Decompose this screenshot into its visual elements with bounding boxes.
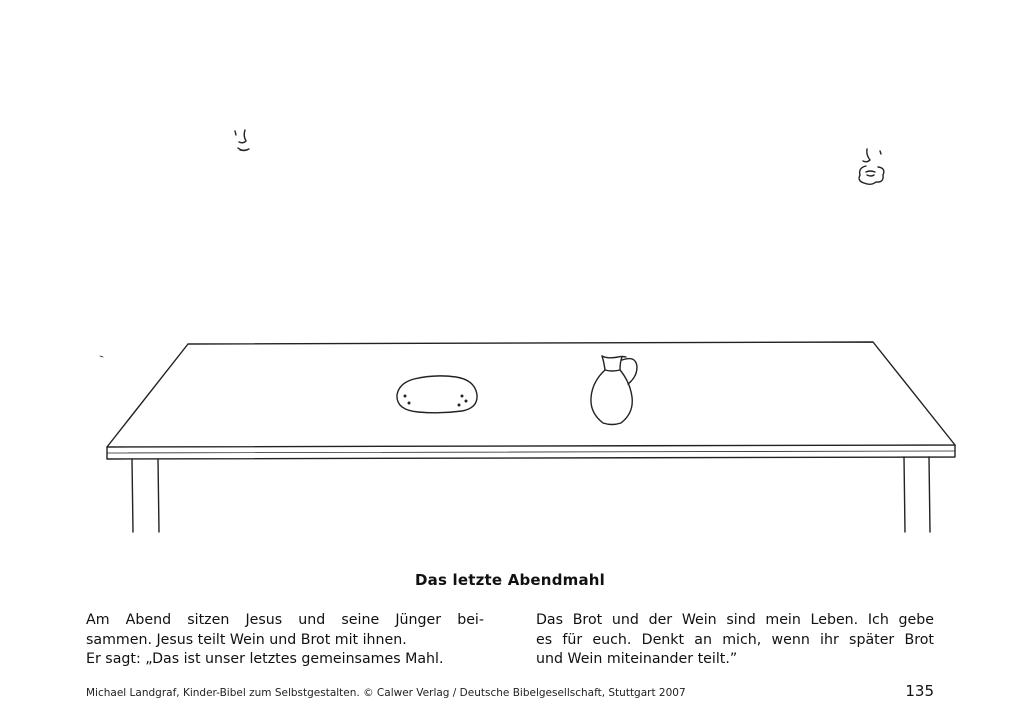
- text-line: Er sagt: „Das ist unser letztes gemeinsames Mahl.: [86, 651, 444, 667]
- page-title: Das letzte Abendmahl: [414, 571, 605, 589]
- footer-credit: Michael Landgraf, Kinder-Bibel zum Selbstgestalten. © Calwer Verlag / Deutsche Bibelgesellschaft, Stuttgart 2007: [86, 687, 686, 699]
- text-line: es für euch. Denkt an mich, wenn ihr später Brot: [536, 631, 934, 648]
- page-number: 135: [905, 682, 934, 700]
- text-line: Am Abend sitzen Jesus und seine Jünger bei-: [86, 612, 484, 628]
- text-line: sammen. Jesus teilt Wein und Brot mit ihnen.: [86, 631, 407, 648]
- text-column-right: [536, 611, 934, 670]
- bread-drawing: [397, 376, 477, 413]
- text-line: und Wein miteinander teilt.”: [536, 651, 738, 667]
- wine-jug-drawing: [591, 356, 637, 425]
- text-line: Das Brot und der Wein sind mein Leben. Ich gebe: [536, 612, 934, 628]
- face-sketch-left: [235, 130, 249, 151]
- face-sketch-right: [859, 149, 884, 184]
- text-column-left: [86, 611, 484, 670]
- table-drawing: [100, 342, 955, 532]
